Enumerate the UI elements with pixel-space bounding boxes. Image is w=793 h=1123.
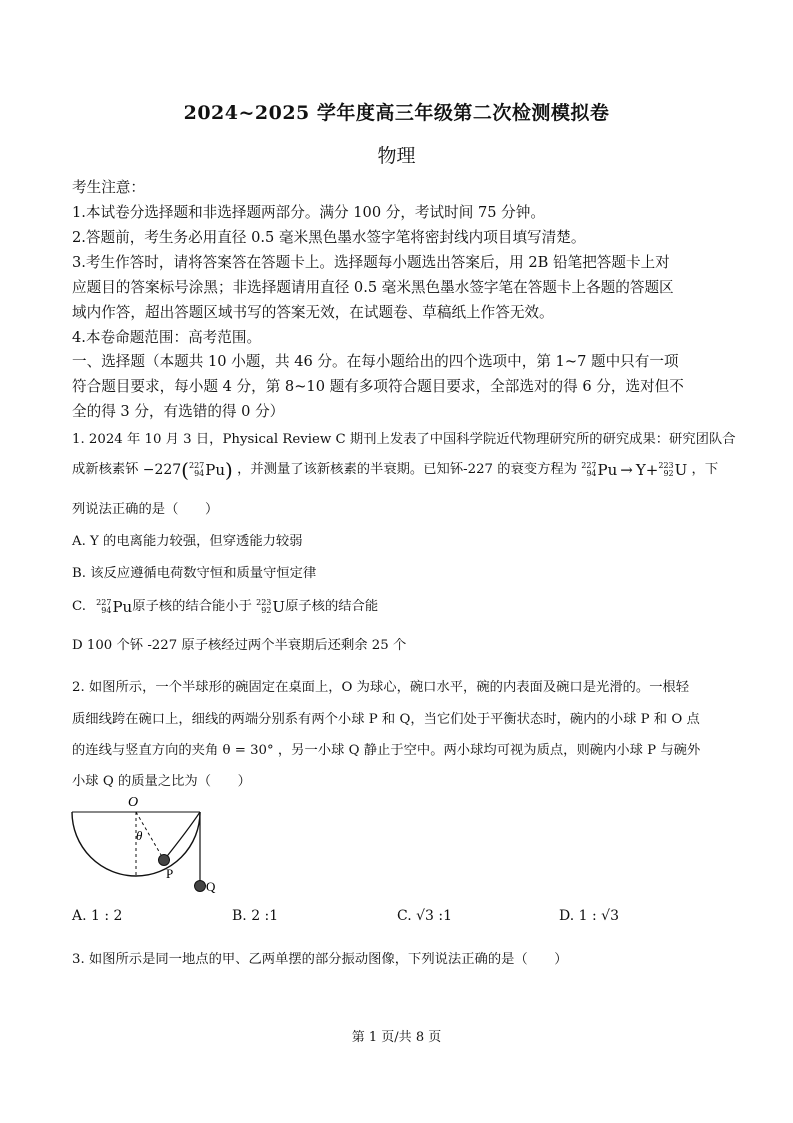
mass-number: 227 bbox=[581, 460, 597, 470]
minus-227: −227 bbox=[142, 461, 182, 478]
notice-item: 3.考生作答时，请将答案答在答题卡上。选择题每小题选出答案后，用 2B 铅笔把答题卡上对 bbox=[72, 254, 670, 271]
label-p: P bbox=[166, 866, 174, 881]
option-text: 原子核的结合能 bbox=[285, 599, 379, 614]
mass-number: 223 bbox=[658, 460, 674, 470]
notice-item: 4.本卷命题范围：高考范围。 bbox=[72, 329, 262, 346]
element-symbol: Pu bbox=[597, 460, 618, 479]
element-symbol: Pu bbox=[112, 597, 133, 616]
plus-sign: + bbox=[645, 460, 659, 479]
q2-option-b: B. 2 :1 bbox=[232, 908, 279, 924]
q1-text: ，下 bbox=[691, 462, 719, 477]
notice-item: 应题目的答案标号涂黑；非选择题请用直径 0.5 毫米黑色墨水签字笔在答题卡上各题的答题区 bbox=[72, 279, 674, 296]
q1-option-a: A. Y 的电离能力较强，但穿透能力较弱 bbox=[72, 534, 303, 549]
subject-title: 物理 bbox=[377, 145, 416, 167]
label-theta: θ bbox=[136, 828, 143, 843]
q2-stem-line: 小球 Q 的质量之比为（ ） bbox=[72, 774, 251, 789]
string-inside bbox=[164, 812, 200, 860]
label-o: O bbox=[128, 795, 139, 810]
mass-number: 227 bbox=[96, 597, 112, 607]
q3-stem: 3. 如图所示是同一地点的甲、乙两单摆的部分振动图像，下列说法正确的是（ ） bbox=[72, 952, 568, 967]
atomic-number: 94 bbox=[586, 468, 597, 478]
atomic-number: 94 bbox=[194, 468, 205, 478]
ball-p bbox=[159, 855, 170, 866]
option-label: C. bbox=[72, 599, 86, 614]
label-q: Q bbox=[206, 879, 216, 894]
element-symbol: Pu bbox=[205, 460, 226, 479]
section-instruction: 全的得 3 分，有选错的得 0 分） bbox=[72, 403, 285, 420]
atomic-number: 92 bbox=[261, 605, 272, 615]
atomic-number: 94 bbox=[101, 605, 112, 615]
u-nuclide bbox=[256, 598, 285, 616]
pu-227-nuclide: −227 ( 227 94 Pu ) bbox=[142, 457, 233, 482]
q1-stem-line3: 列说法正确的是（ ） bbox=[72, 502, 219, 517]
q1-option-d: D 100 个钚 -227 原子核经过两个半衰期后还剩余 25 个 bbox=[72, 638, 407, 653]
element-symbol: U bbox=[272, 597, 286, 616]
notice-item: 1.本试卷分选择题和非选择题两部分。满分 100 分，考试时间 75 分钟。 bbox=[72, 204, 545, 221]
q2-stem-line: 质细线跨在碗口上，细线的两端分别系有两个小球 P 和 Q，当它们处于平衡状态时，碗内的小球 P 和 O 点 bbox=[72, 712, 700, 727]
notice-item: 域内作答，超出答题区域书写的答案无效，在试题卷、草稿纸上作答无效。 bbox=[72, 304, 554, 321]
q2-stem-line: 的连线与竖直方向的夹角 θ = 30° ，另一小球 Q 静止于空中。两小球均可视为质点，则碗内小球 P 与碗外 bbox=[72, 743, 701, 758]
notice-item: 2.答题前，考生务必用直径 0.5 毫米黑色墨水签字笔将密封线内项目填写清楚。 bbox=[72, 229, 586, 246]
mass-number: 223 bbox=[256, 597, 272, 607]
atomic-number: 92 bbox=[663, 468, 674, 478]
ball-q bbox=[195, 881, 206, 892]
exam-title: 2024~2025 学年度高三年级第二次检测模拟卷 bbox=[183, 102, 610, 124]
page-number: 第 1 页/共 8 页 bbox=[351, 1030, 442, 1045]
q2-option-a: A. 1 : 2 bbox=[72, 908, 123, 924]
section-instruction: 符合题目要求，每小题 4 分，第 8~10 题有多项符合题目要求，全部选对的得 6 分，选对但不 bbox=[72, 378, 684, 395]
option-text: 原子核的结合能小于 bbox=[132, 599, 252, 614]
mass-number: 227 bbox=[188, 460, 205, 470]
q2-option-c: C. √3 :1 bbox=[397, 908, 453, 924]
q1-text: ，并测量了该新核素的半衰期。已知钚-227 的衰变方程为 bbox=[237, 462, 578, 477]
q1-option-c bbox=[72, 595, 378, 616]
q1-stem-line1: 1. 2024 年 10 月 3 日，Physical Review C 期刊上发表了中国科学院近代物理研究所的研究成果：研究团队合 bbox=[72, 432, 736, 447]
pu-nuclide bbox=[96, 598, 132, 616]
bowl-figure bbox=[60, 790, 230, 900]
particle-y: Y bbox=[635, 460, 646, 479]
decay-equation bbox=[581, 461, 687, 479]
q1-option-b: B. 该反应遵循电荷数守恒和质量守恒定律 bbox=[72, 566, 317, 581]
q1-stem-line2 bbox=[72, 457, 719, 482]
arrow-icon: → bbox=[620, 460, 633, 479]
notice-heading: 考生注意： bbox=[72, 179, 145, 196]
element-symbol: U bbox=[674, 460, 688, 479]
q2-stem-line: 2. 如图所示，一个半球形的碗固定在桌面上，O 为球心，碗口水平，碗的内表面及碗口是光滑的。一根轻 bbox=[72, 680, 690, 695]
q1-text: 成新核素钚 bbox=[72, 462, 139, 477]
section-instruction: 一、选择题（本题共 10 小题，共 46 分。在每小题给出的四个选项中，第 1~7 题中只有一项 bbox=[72, 353, 679, 370]
q2-option-d: D. 1 : √3 bbox=[559, 908, 619, 924]
